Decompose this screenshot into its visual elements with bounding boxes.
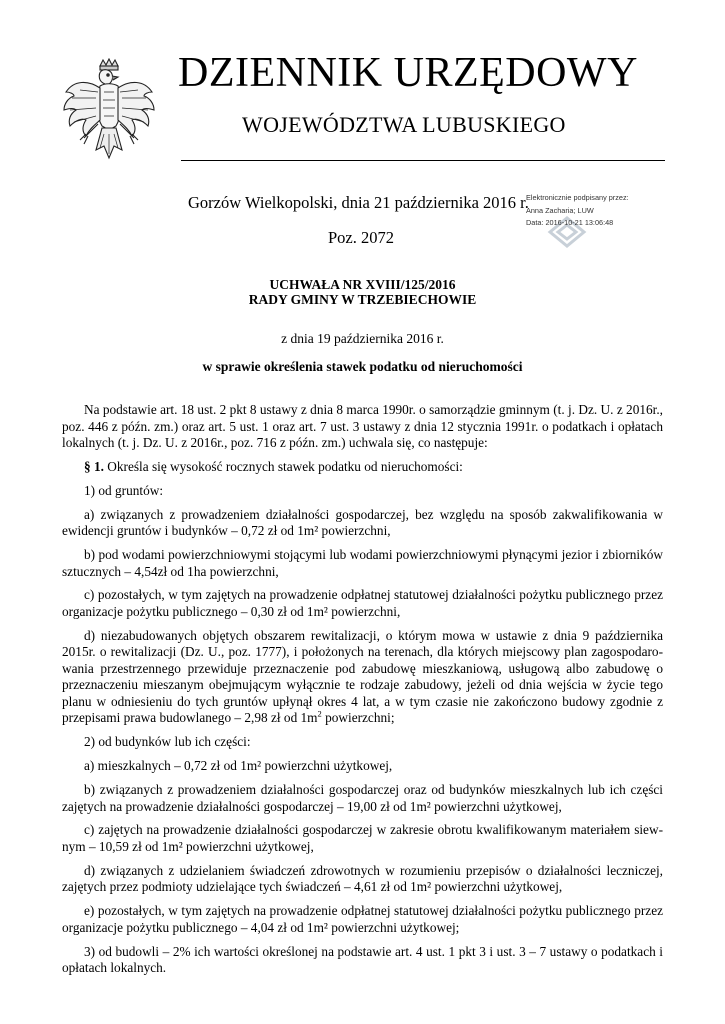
resolution-title bbox=[0, 277, 725, 307]
journal-subtitle: WOJEWÓDZTWA LUBUSKIEGO bbox=[242, 112, 566, 137]
section-1-text: Określa się wysokość rocznych stawek podatku od nieruchomości: bbox=[103, 458, 463, 474]
issue-date-line: Gorzów Wielkopolski, dnia 21 października 2016 r. bbox=[188, 193, 529, 212]
point-1c: c) pozostałych, w tym zajętych na prowadzenie odpłatnej statutowej działalności pożytku publicznego przez organizacje pożytku publicznego – 0,30 zł od 1m² powierzchni, bbox=[62, 587, 663, 619]
point-2-heading: 2) od budynków lub ich części: bbox=[84, 734, 251, 750]
point-1a: a) związanych z prowadzeniem działalności gospodarczej, bez względu na sposób zakwalifikowania w ewidencji gruntów i budynków – 0,72 zł od 1m² powierzchni, bbox=[62, 506, 663, 539]
point-1d-text: d) niezabudowanych objętych obszarem rewitalizacji, o którym mowa w ustawie z dnia 9 października 2015r. o rewitalizacji (Dz. U., poz. 1777), i położonych na terenach, dla których miejscowy plan zagospodarowania przestrzennego przewiduje przeznaczenie pod zabudowę mieszkaniową, usługową albo zabudowę o przeznaczeniu mieszanym obejmującym wyłącznie te rodzaje zabudowy, jeżeli od dnia wejścia w życie tego planu w odniesieniu do tych gruntów upłynął okres 4 lat, a w tym czasie nie zakończono budowy zgodnie z przepisami prawa budowlanego – 2,98 zł od 1m bbox=[62, 627, 663, 726]
point-2b: b) związanych z prowadzeniem działalności gospodarczej oraz od budynków mieszkalnych lub ich części zajętych na prowadzenie działalności gospodarczej – 19,00 zł od 1m² powierzchni użytkowej, bbox=[62, 782, 663, 814]
point-3: 3) od budowli – 2% ich wartości określonej na podstawie art. 4 ust. 1 pkt 3 i ust. 3 – 7 ustawy o podatkach i opłatach lokalnych. bbox=[62, 943, 663, 976]
point-2d: d) związanych z udzielaniem świadczeń zdrowotnych w rozumieniu przepisów o działalności leczniczej, zajętych przez podmioty udzielające tych świadczeń – 4,61 zł od 1m² powierzchni użytkowej, bbox=[62, 862, 663, 895]
resolution-number: UCHWAŁA NR XVIII/125/2016 bbox=[269, 277, 456, 292]
point-2c: c) zajętych na prowadzenie działalności gospodarczej w zakresie obrotu kwalifikowanym materiałem siewnym – 10,59 zł od 1m² powierzchni użytkowej, bbox=[62, 822, 663, 854]
resolution-subject: w sprawie określenia stawek podatku od nieruchomości bbox=[202, 359, 523, 374]
position-number: Poz. 2072 bbox=[328, 228, 394, 247]
point-1b: b) pod wodami powierzchniowymi stojącymi lub wodami powierzchniowymi płynącymi jezior i zbiorników sztucznych – 4,54zł od 1ha powierzchni, bbox=[62, 547, 663, 579]
signature-line-1: Elektronicznie podpisany przez: bbox=[526, 193, 629, 202]
resolution-body bbox=[62, 402, 663, 984]
point-1d-superscript: 2 bbox=[317, 708, 322, 719]
point-1d-end: powierzchni; bbox=[321, 710, 395, 726]
electronic-signature-block bbox=[526, 192, 666, 262]
resolution-date: z dnia 19 października 2016 r. bbox=[281, 331, 444, 346]
point-1-heading: 1) od gruntów: bbox=[84, 482, 164, 498]
section-1-label: § 1. bbox=[84, 458, 104, 474]
journal-title: DZIENNIK URZĘDOWY bbox=[178, 50, 638, 96]
point-2a: a) mieszkalnych – 0,72 zł od 1m² powierzchni użytkowej, bbox=[84, 758, 393, 774]
resolution-council: RADY GMINY W TRZEBIECHOWIE bbox=[248, 292, 477, 307]
section-1-paragraph bbox=[62, 459, 663, 476]
masthead-divider bbox=[181, 160, 665, 161]
point-1d bbox=[62, 628, 663, 727]
legal-basis-paragraph: Na podstawie art. 18 ust. 2 pkt 8 ustawy z dnia 8 marca 1990r. o samorządzie gminnym (t. j. Dz. U. z 2016r., poz. 446 z późn. zm.) oraz art. 5 ust. 1 oraz art. 7 ust. 3 ustawy z dnia 12 stycznia 1991r. o podatkach i opłatach lokalnych (t. j. Dz. U. z 2016r., poz. 716 z późn. zm.) uchwala się, co następuje: bbox=[62, 402, 663, 450]
polish-eagle-emblem-icon bbox=[60, 58, 158, 170]
signature-line-3: Data: 2016-10-21 13:06:48 bbox=[526, 218, 614, 227]
signature-line-2: Anna Zacharia; LUW bbox=[526, 205, 594, 215]
point-2e: e) pozostałych, w tym zajętych na prowadzenie odpłatnej statutowej działalności pożytku publicznego przez organizacje pożytku publicznego – 4,04 zł od 1m² powierzchni użytkowej; bbox=[62, 903, 663, 935]
